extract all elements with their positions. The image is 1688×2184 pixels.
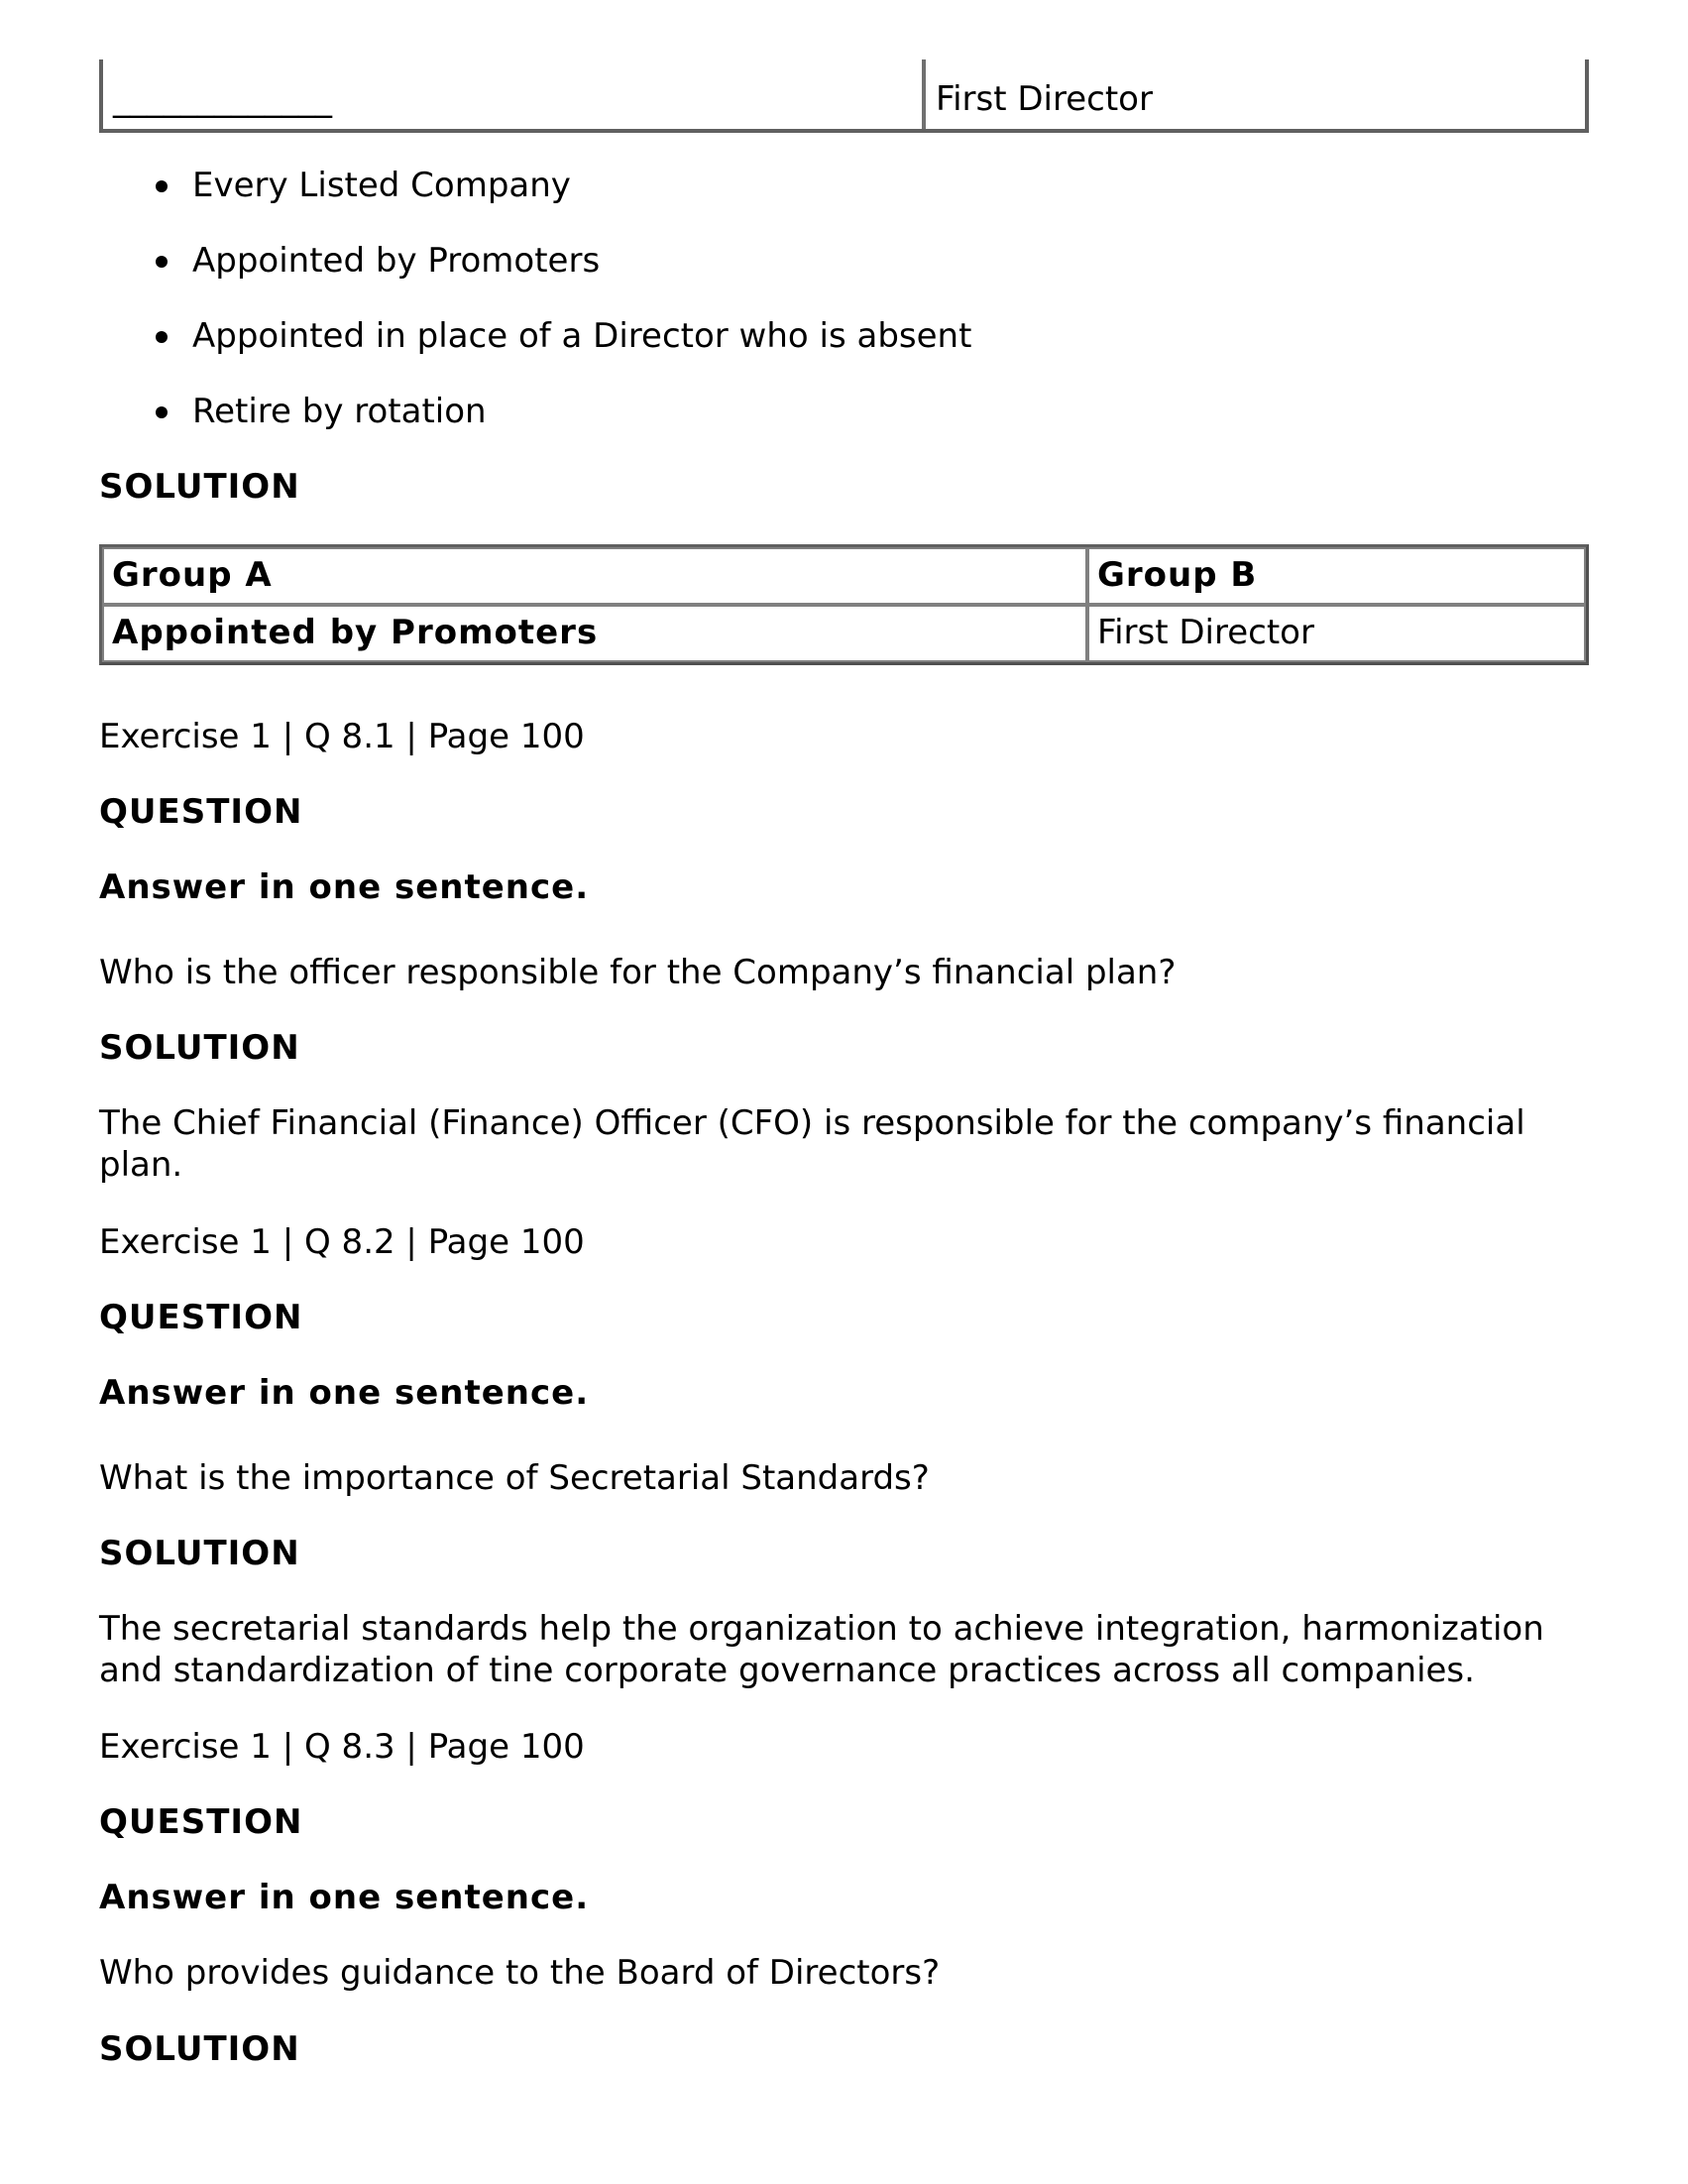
solution-heading: SOLUTION — [99, 1534, 300, 1573]
solution-heading: SOLUTION — [99, 467, 300, 507]
group-b-cell: First Director — [936, 79, 1153, 119]
table-row — [102, 547, 1586, 605]
solution-text: The Chief Financial (Finance) Officer (CFO) is responsible for the company’s financial plan. — [99, 1103, 1525, 1185]
solution-heading: SOLUTION — [99, 1028, 300, 1068]
question-heading: QUESTION — [99, 1802, 303, 1842]
bullet-icon — [156, 180, 168, 192]
table-divider — [922, 59, 926, 129]
question-heading: QUESTION — [99, 1298, 303, 1337]
solution-heading: SOLUTION — [99, 2029, 300, 2069]
solution-table — [99, 544, 1589, 665]
bullet-icon — [156, 406, 168, 418]
match-table-partial — [99, 59, 1589, 133]
table-header-cell: Group A — [102, 547, 1087, 605]
exercise-reference: Exercise 1 | Q 8.2 | Page 100 — [99, 1222, 585, 1262]
solution-text: The secretarial standards help the organization to achieve integration, harmonization and standardization of tine corporate governance practices across all companies. — [99, 1609, 1544, 1690]
list-item: Retire by rotation — [0, 391, 971, 466]
question-instruction: Answer in one sentence. — [99, 1373, 590, 1413]
exercise-reference: Exercise 1 | Q 8.1 | Page 100 — [99, 717, 585, 756]
list-item: Appointed in place of a Director who is absent — [0, 315, 971, 391]
table-header-cell: Group B — [1087, 547, 1586, 605]
table-cell: Appointed by Promoters — [102, 605, 1087, 662]
table-cell: First Director — [1087, 605, 1586, 662]
question-heading: QUESTION — [99, 792, 303, 832]
question-text: Who is the officer responsible for the Company’s financial plan? — [99, 953, 1177, 992]
question-instruction: Answer in one sentence. — [99, 867, 590, 907]
question-text: What is the importance of Secretarial Standards? — [99, 1458, 930, 1498]
bullet-icon — [156, 256, 168, 268]
blank-cell: _____________ — [113, 79, 332, 119]
list-item: Every Listed Company — [0, 165, 971, 240]
bullet-icon — [156, 331, 168, 343]
question-text: Who provides guidance to the Board of Directors? — [99, 1953, 941, 1993]
exercise-reference: Exercise 1 | Q 8.3 | Page 100 — [99, 1727, 585, 1767]
options-list — [0, 165, 971, 466]
question-instruction: Answer in one sentence. — [99, 1878, 590, 1917]
table-row — [102, 605, 1586, 662]
list-item: Appointed by Promoters — [0, 240, 971, 315]
